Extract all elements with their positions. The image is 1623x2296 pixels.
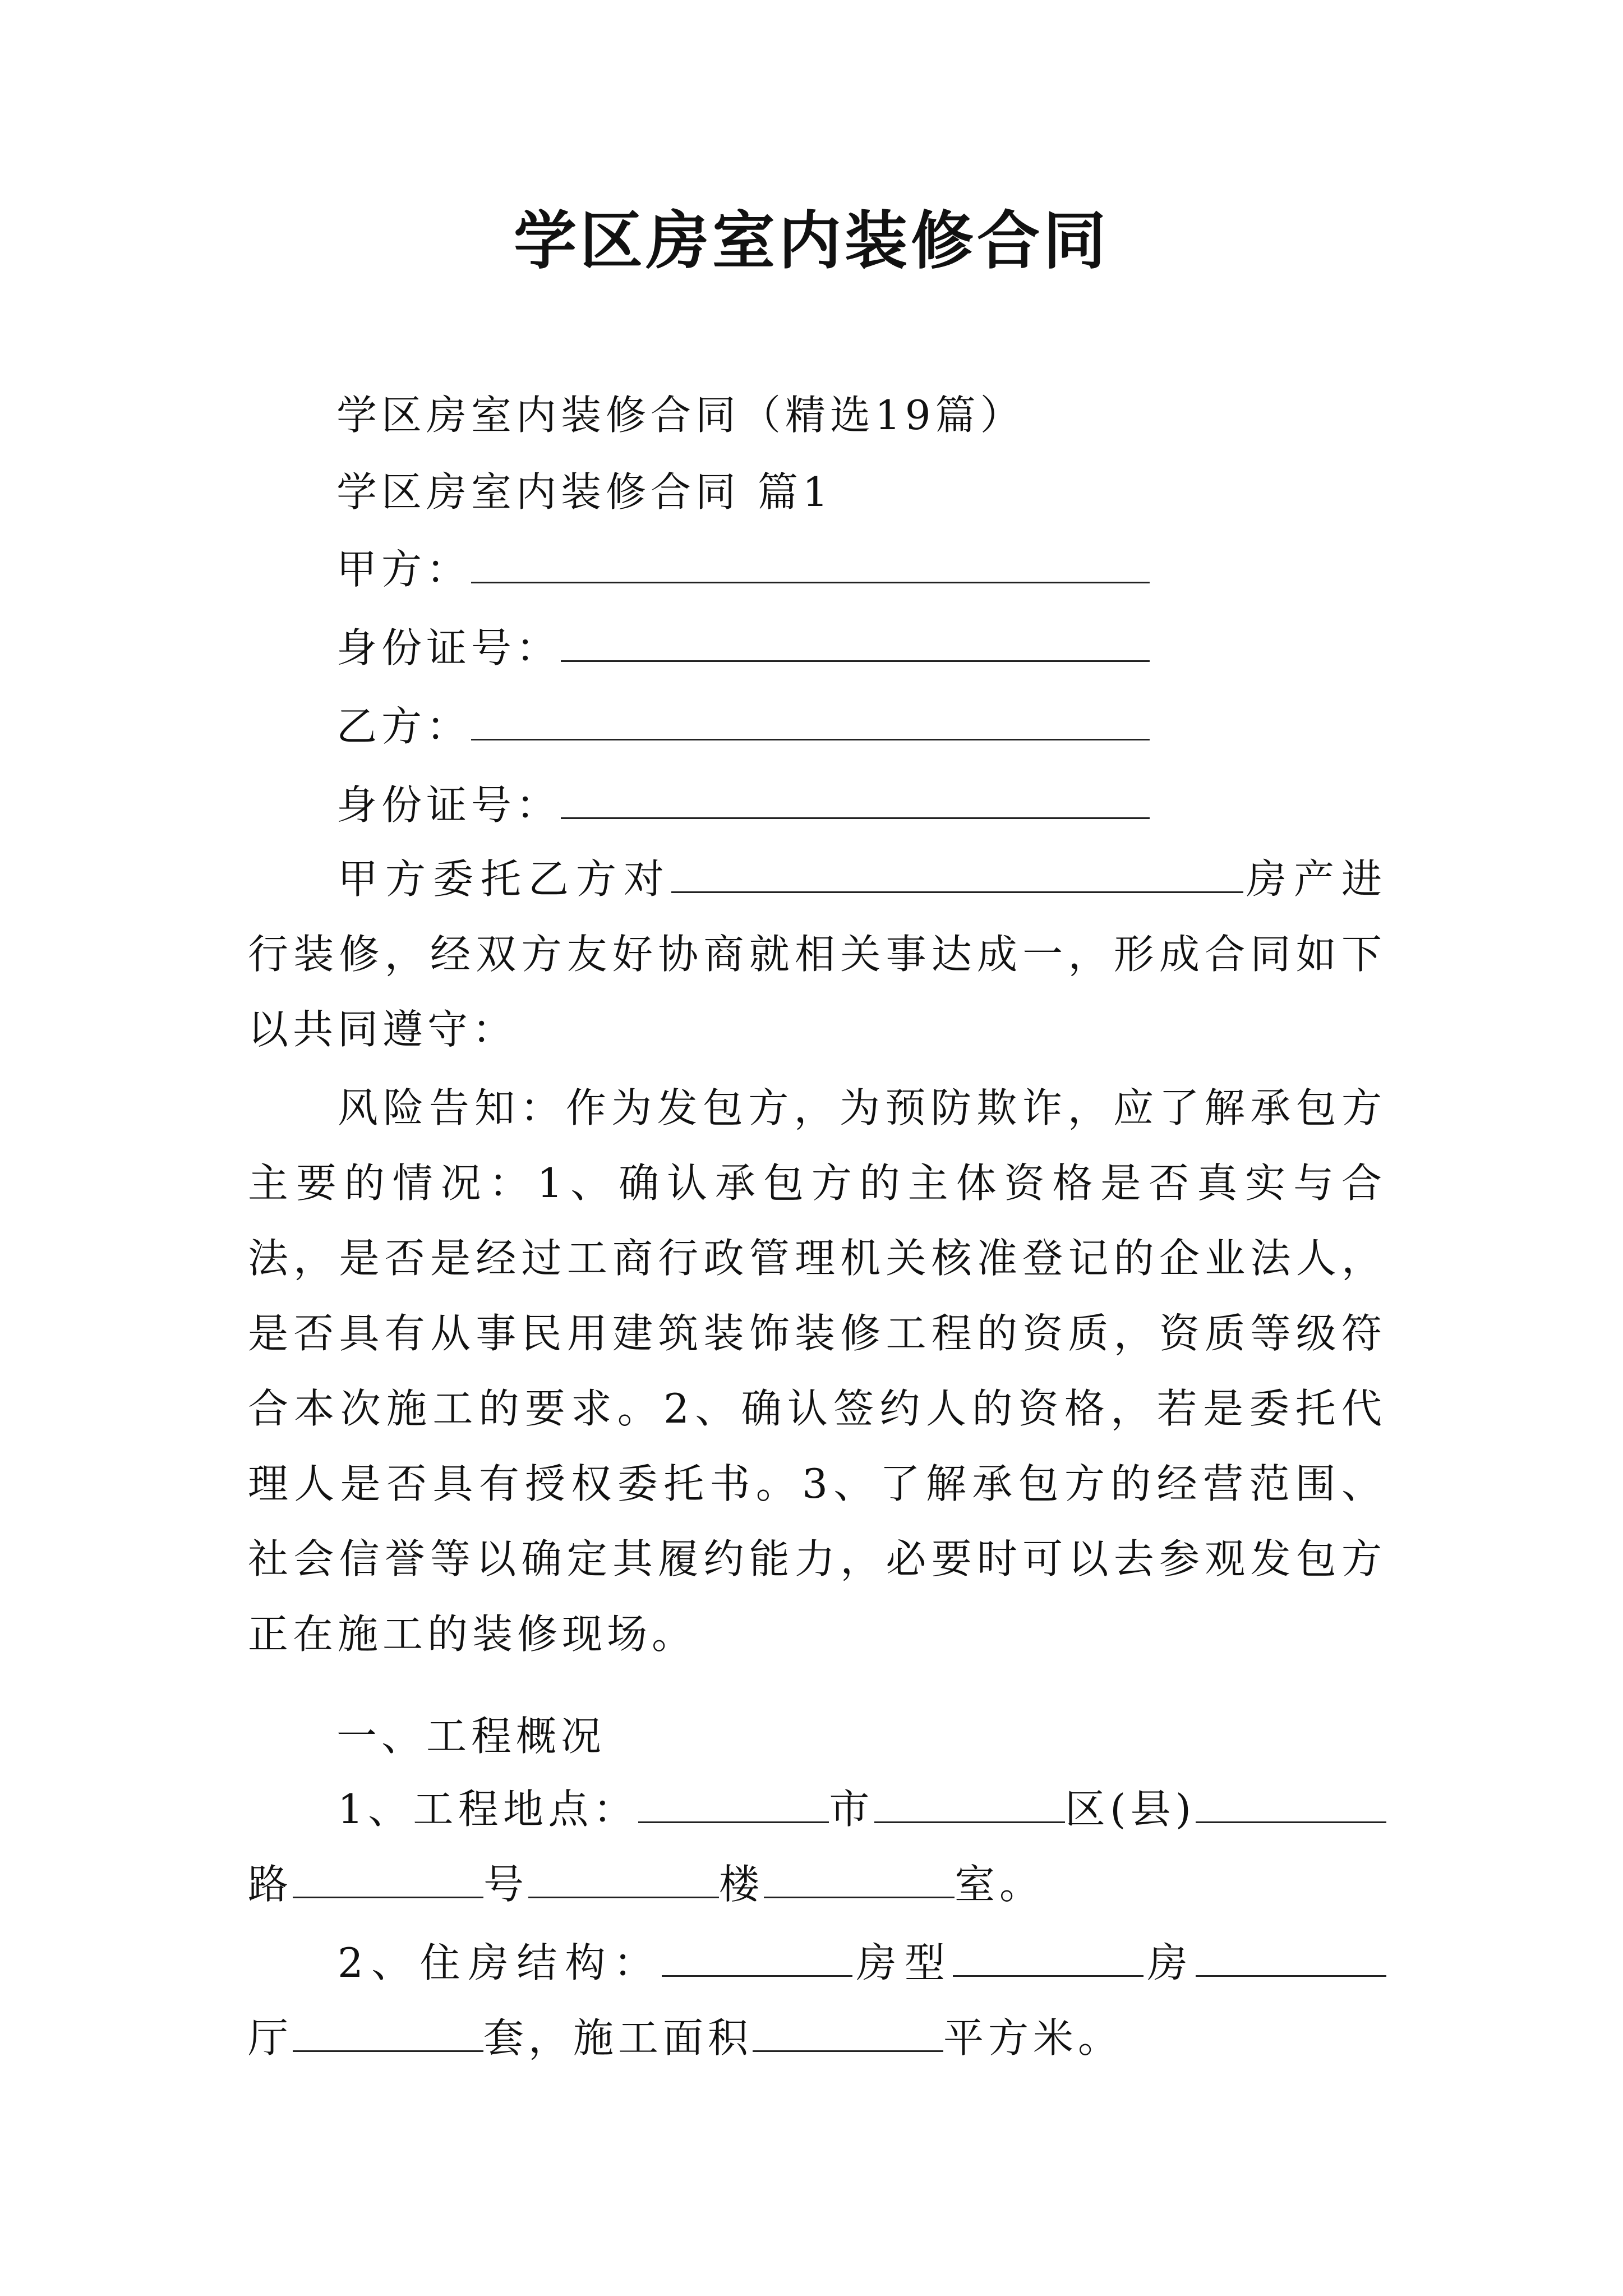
structure-rooms: 房 bbox=[1144, 1939, 1196, 1986]
document-title: 学区房室内装修合同 bbox=[514, 205, 1109, 278]
location-district: 区(县) bbox=[1064, 1786, 1196, 1833]
party-b-id-label: 身份证号： bbox=[336, 781, 561, 829]
structure-type: 房型 bbox=[852, 1939, 953, 1986]
location-paragraph bbox=[248, 1772, 1386, 1922]
area-blank bbox=[753, 2016, 943, 2052]
structure-halls: 厅 bbox=[248, 2014, 293, 2062]
party-a-line bbox=[336, 544, 1150, 595]
section1-heading: 一、工程概况 bbox=[336, 1713, 606, 1760]
party-b-line bbox=[336, 701, 1150, 752]
type-blank bbox=[662, 1940, 852, 1977]
intro-part1: 甲方委托乙方对 bbox=[338, 855, 671, 903]
party-b-label: 乙方： bbox=[336, 703, 472, 750]
property-blank bbox=[671, 857, 1243, 893]
structure-prefix: 2、住房结构： bbox=[338, 1939, 662, 1986]
rooms-blank bbox=[953, 1940, 1144, 1977]
party-b-blank bbox=[471, 704, 1150, 740]
structure-sets: 套，施工面积 bbox=[483, 2014, 753, 2062]
party-a-blank bbox=[471, 547, 1150, 583]
party-a-id-label: 身份证号： bbox=[336, 624, 561, 671]
section-heading: 学区房室内装修合同 篇1 bbox=[336, 468, 833, 516]
halls-blank bbox=[1196, 1940, 1386, 1977]
district-blank bbox=[874, 1787, 1065, 1823]
structure-unit: 平方米。 bbox=[943, 2014, 1123, 2062]
location-room: 室。 bbox=[955, 1861, 1045, 1908]
number-blank bbox=[293, 1862, 483, 1898]
party-b-id-line bbox=[336, 780, 1150, 830]
intro-paragraph bbox=[248, 841, 1386, 1067]
location-number: 号 bbox=[483, 1861, 529, 1908]
road-blank bbox=[1196, 1787, 1386, 1823]
party-a-label: 甲方： bbox=[336, 546, 472, 593]
location-city: 市 bbox=[828, 1786, 874, 1833]
building-blank bbox=[528, 1862, 719, 1898]
room-blank bbox=[764, 1862, 955, 1898]
party-a-id-line bbox=[336, 623, 1150, 673]
city-blank bbox=[638, 1787, 829, 1823]
risk-notice-paragraph: 风险告知：作为发包方，为预防欺诈，应了解承包方主要的情况：1、确认承包方的主体资格是否真实与合法，是否是经过工商行政管理机关核准登记的企业法人，是否具有从事民用建筑装饰装修工程的资质，资质等级符合本次施工的要求。2、确认签约人的资格，若是委托代理人是否具有授权委托书。3、了解承包方的经营范围、社会信誉等以确定其履约能力，必要时可以去参观发包方正在施工的装修现场。 bbox=[248, 1084, 1386, 1658]
location-prefix: 1、工程地点： bbox=[338, 1786, 638, 1833]
document-subtitle: 学区房室内装修合同（精选19篇） bbox=[336, 392, 1025, 439]
intro-part2: 房产进行装修，经双方友好协商就相关事达成一，形成合同如下以共同遵守： bbox=[248, 855, 1386, 1053]
location-building: 楼 bbox=[719, 1861, 764, 1908]
structure-paragraph bbox=[248, 1925, 1386, 2076]
sets-blank bbox=[293, 2016, 483, 2052]
party-b-id-blank bbox=[561, 783, 1150, 819]
location-road: 路 bbox=[248, 1861, 293, 1908]
party-a-id-blank bbox=[561, 625, 1150, 662]
